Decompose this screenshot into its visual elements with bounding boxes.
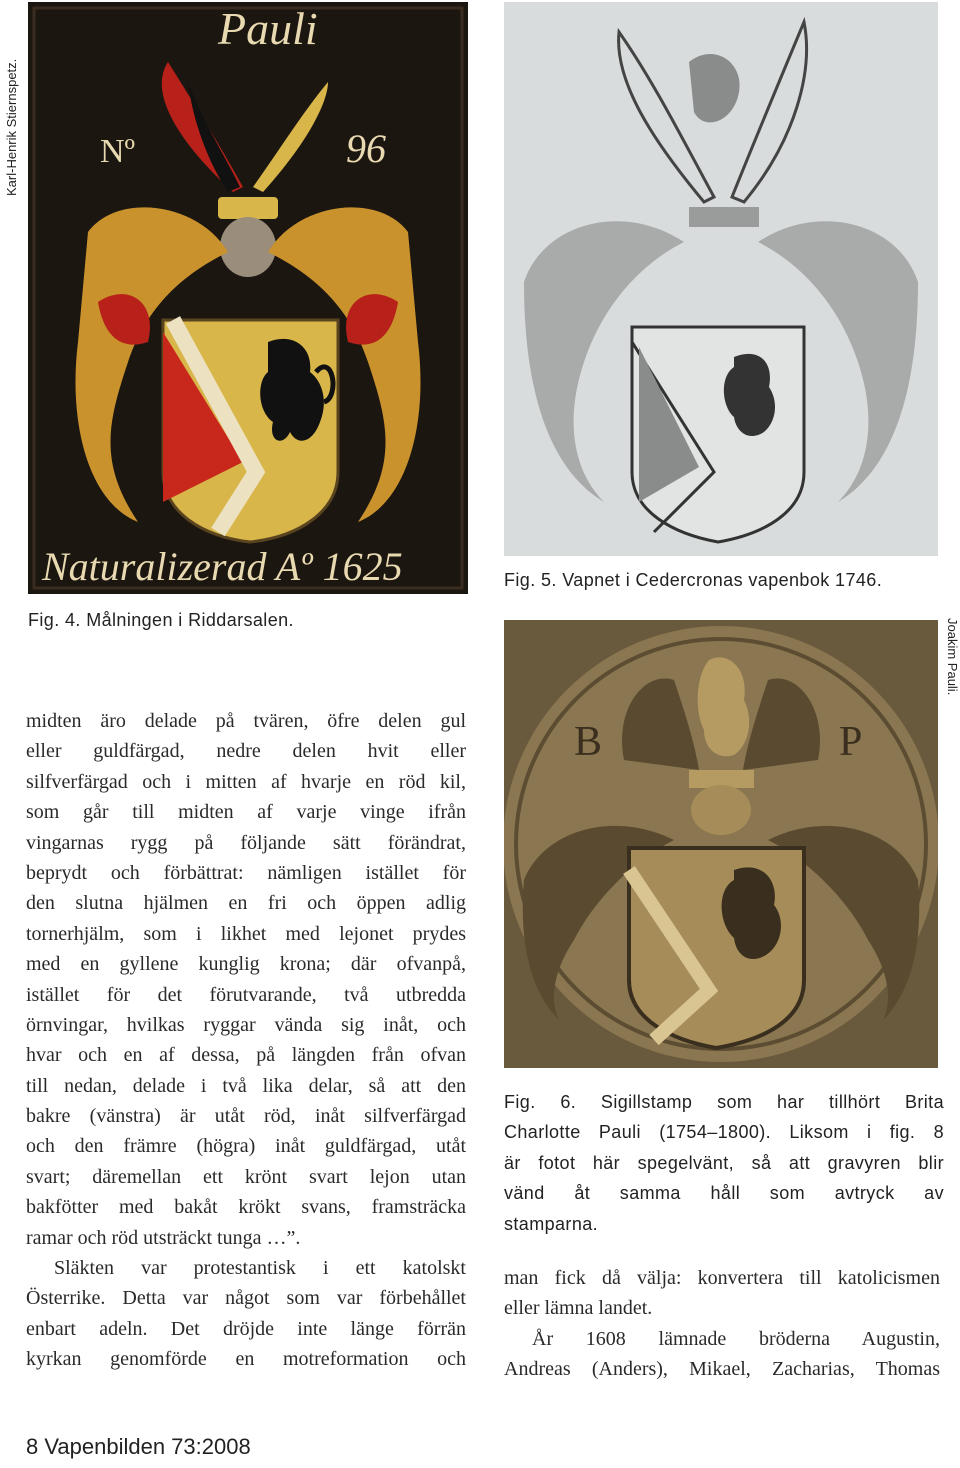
painted-number-label: Nº [100, 133, 136, 170]
text-line: med en gyllene kunglig krona; där ofvanpå, [26, 953, 466, 976]
text-line: hvar och en af dessa, på längden från ofvan [26, 1044, 466, 1067]
text-line: bakfötter med bakåt krökt svans, framsträcka [26, 1196, 466, 1219]
seal-letter-right: P [839, 719, 863, 765]
photo-credit-left: Karl-Henrik Stiernspetz. [4, 58, 19, 196]
figure-4-caption: Fig. 4. Målningen i Riddarsalen. [28, 610, 294, 630]
text-line: Släkten var protestantisk i ett katolskt [54, 1257, 466, 1280]
text-line: som går till midten af varje vinge ifrån [26, 801, 466, 824]
figure-6-caption [504, 1088, 944, 1240]
caption-line: Charlotte Pauli (1754–1800). Liksom i fig. 8 [504, 1122, 944, 1143]
text-line: vingarnas rygg på följande sätt förändrat, [26, 831, 466, 854]
text-line: den slutna hjälmen en fri och öppen adlig [26, 892, 466, 915]
text-line: och den främre (högra) inåt guldfärgad, utåt [26, 1135, 466, 1158]
text-line: Österrike. Detta var något som var förbehållet [26, 1287, 466, 1310]
text-line: midten äro delade på tvären, öfre delen gul [26, 710, 466, 732]
body-text-left-column [26, 706, 466, 1375]
journal-name: Vapenbilden 73:2008 [44, 1434, 251, 1459]
page-number: 8 [26, 1434, 39, 1459]
text-line: År 1608 lämnade bröderna Augustin, [532, 1327, 940, 1350]
coat-of-arms-painting [28, 2, 468, 594]
photo-credit-right: Joakim Pauli. [945, 618, 960, 696]
text-line: Andreas (Anders), Mikael, Zacharias, Thomas [504, 1358, 940, 1381]
text-line: eller lämna landet. [504, 1297, 653, 1320]
figure-6-seal-stamp [504, 620, 938, 1068]
seal-letter-left: B [574, 719, 603, 765]
page-footer [26, 1434, 426, 1460]
caption-line: är fotot här spegelvänt, så att gravyren blir [504, 1152, 944, 1173]
seal-shield [629, 848, 804, 1048]
figure-4-painting [28, 2, 468, 594]
text-line: istället för det förutvarande, två utbredda [26, 983, 466, 1006]
text-line: silfverfärgad och i mitten af hvarje en röd kil, [26, 770, 466, 793]
text-line: man fick då välja: konvertera till katolicismen [504, 1267, 940, 1289]
seal-helmet [691, 785, 751, 835]
text-line: svart; däremellan ett krönt svart lejon utan [26, 1165, 466, 1188]
crown [218, 197, 278, 219]
engraved-crown [689, 207, 759, 227]
coat-of-arms-engraving [504, 2, 938, 556]
text-line: tornerhjälm, som i likhet med lejonet prydes [26, 922, 466, 945]
text-line: enbart adeln. Det dröjde inte länge förrän [26, 1317, 466, 1340]
figure-5-caption: Fig. 5. Vapnet i Cedercronas vapenbok 1746. [504, 570, 883, 590]
caption-line: stamparna. [504, 1213, 599, 1234]
painted-name: Pauli [218, 3, 318, 54]
text-line: örnvingar, hvilkas ryggar vända sig inåt, och [26, 1013, 466, 1036]
seal-stamp-photo [504, 620, 938, 1068]
body-text-right-column [504, 1263, 940, 1385]
text-line: ramar och röd utsträckt tunga …”. [26, 1226, 301, 1249]
helmet [220, 217, 276, 277]
caption-line: vänd åt samma håll som avtryck av [504, 1183, 944, 1204]
text-line: beprydt och förbättrat: nämligen istället för [26, 861, 466, 884]
text-line: till nedan, delade i två lika delar, så att den [26, 1074, 466, 1097]
painted-inscription: Naturalizerad Aº 1625 [42, 544, 403, 589]
text-line: eller guldfärgad, nedre delen hvit eller [26, 740, 466, 763]
text-line: bakre (vänstra) är utåt röd, inåt silfverfärgad [26, 1105, 466, 1128]
text-line: kyrkan genomförde en motreformation och [26, 1348, 466, 1371]
painted-number: 96 [346, 126, 386, 171]
caption-line: Fig. 6. Sigillstamp som har tillhört Brita [504, 1092, 944, 1112]
figure-5-engraving [504, 2, 938, 556]
